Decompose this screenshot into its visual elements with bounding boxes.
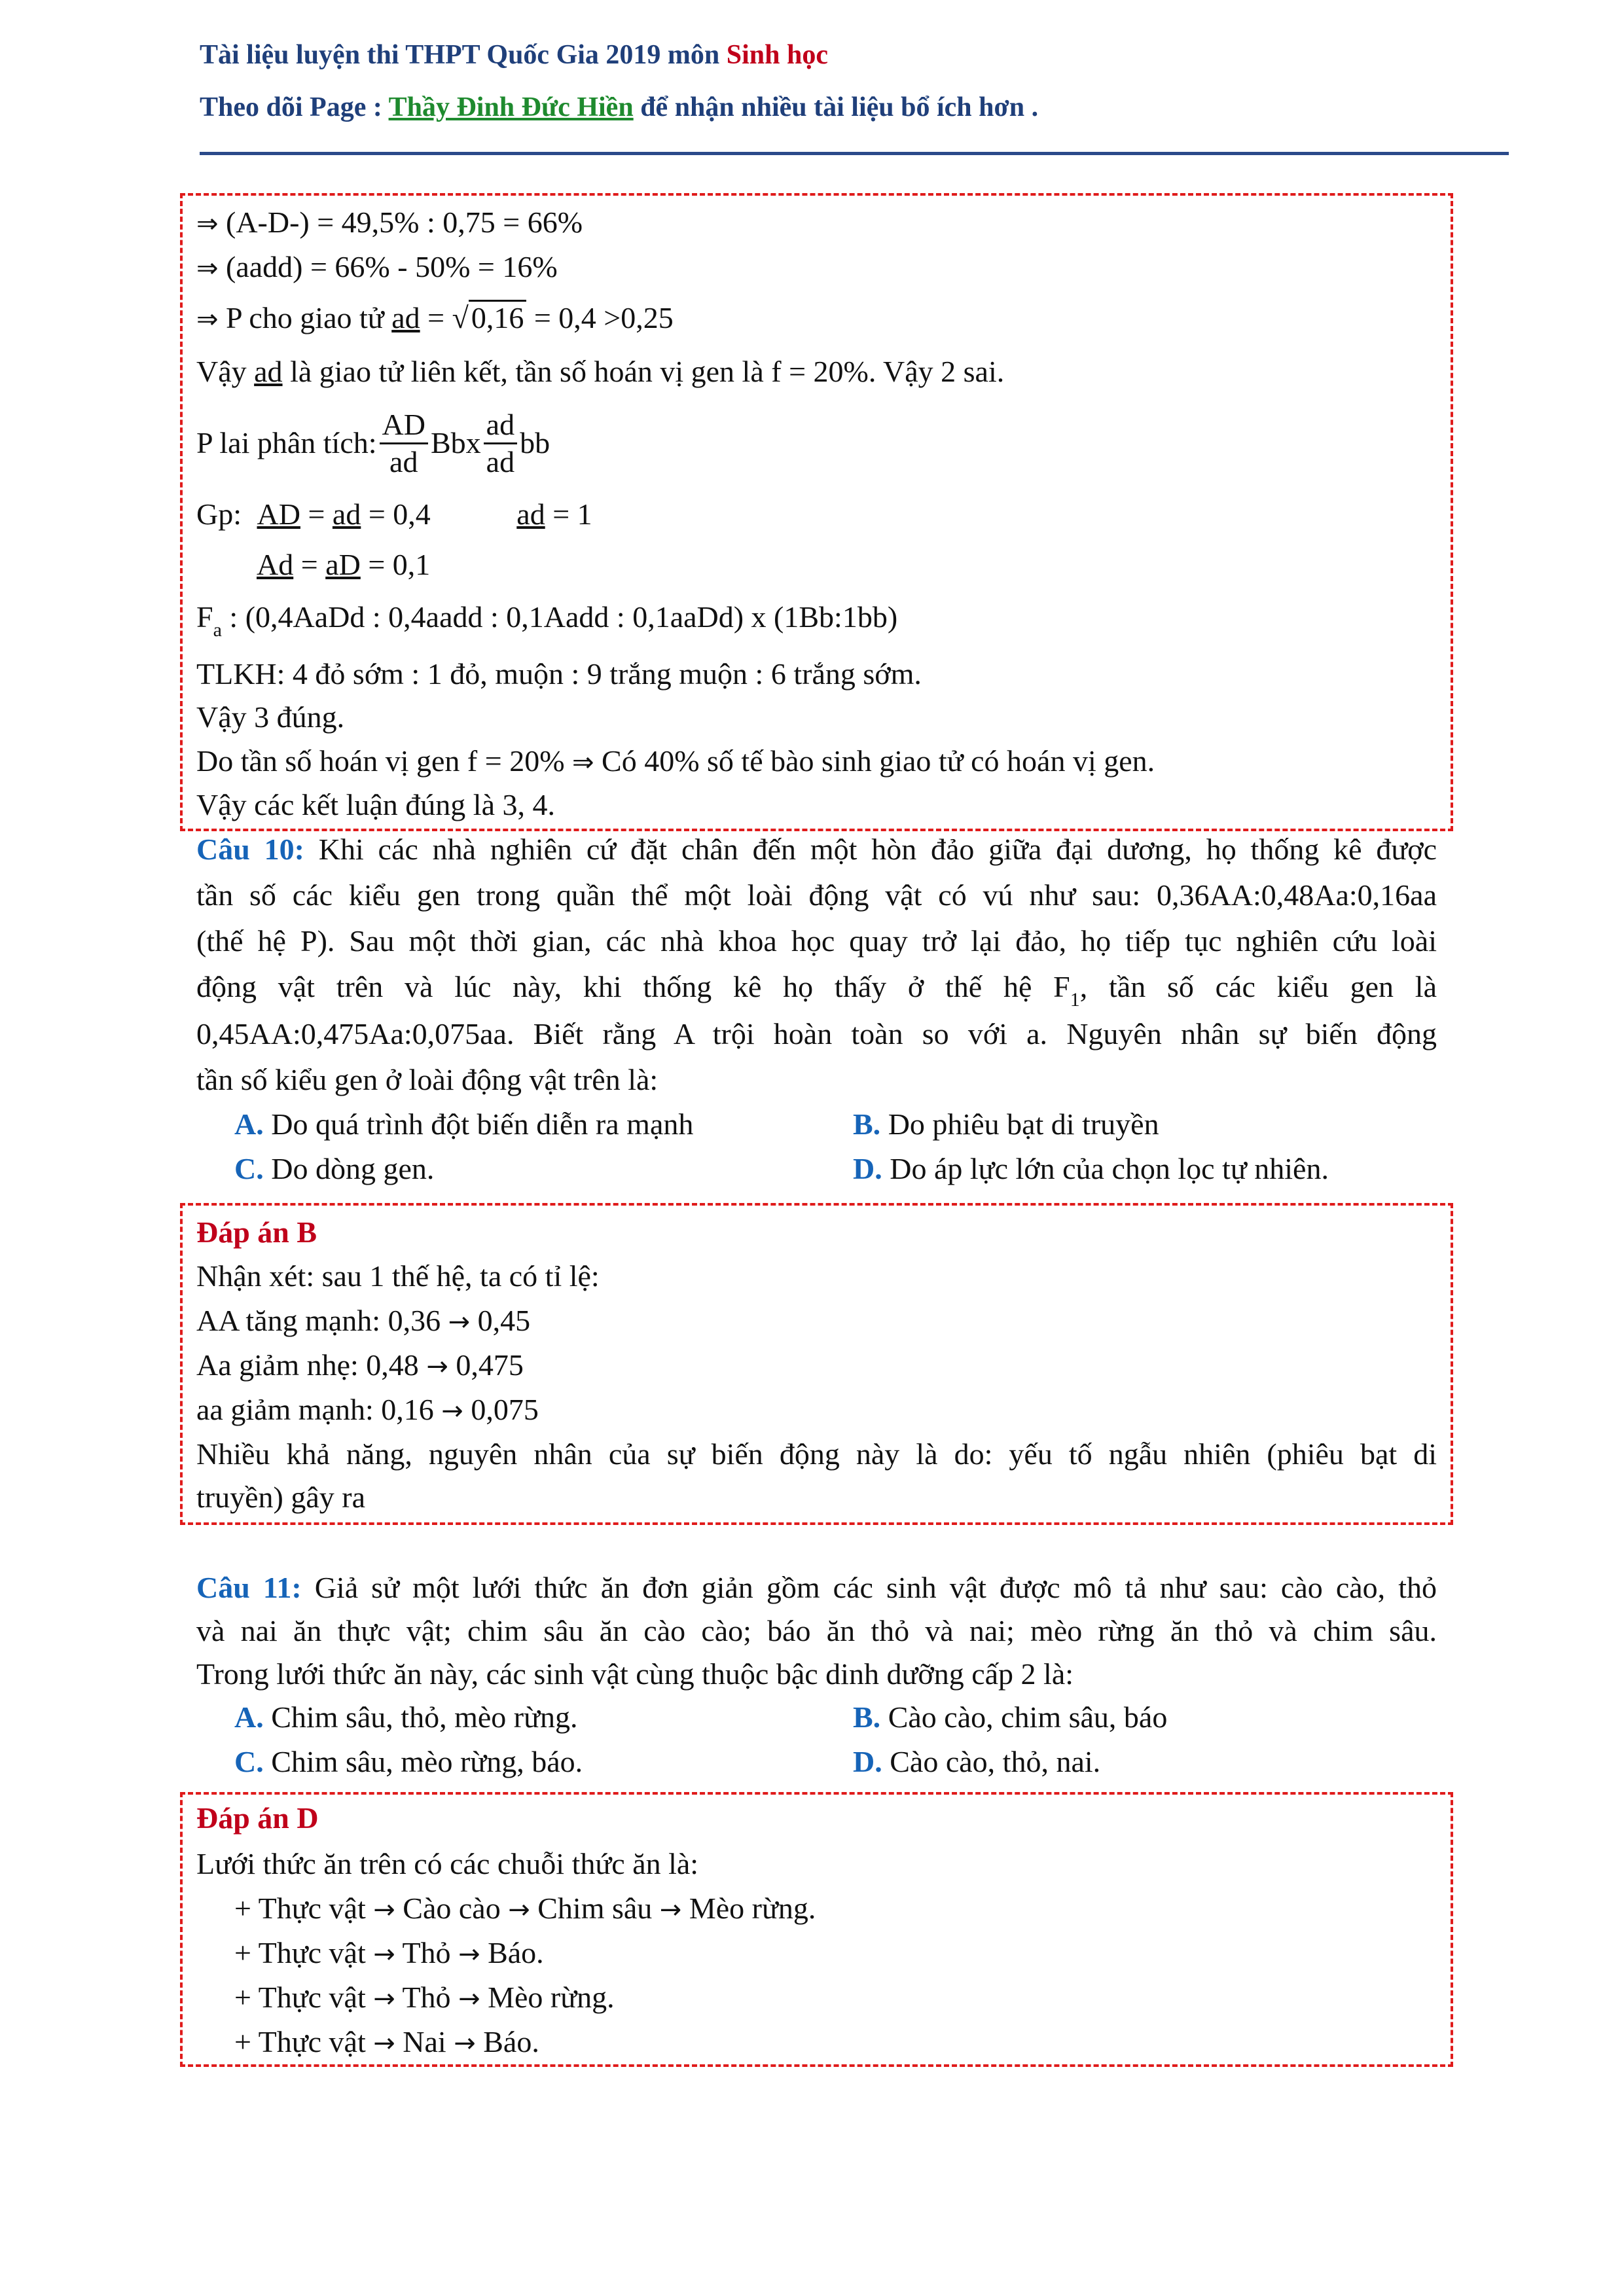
box1-text-2: (aadd) = 66% - 50% = 16%	[226, 250, 558, 283]
gamete-ad: ad	[254, 355, 283, 388]
q10-line-1	[196, 831, 1437, 868]
q11-option-c[interactable]	[234, 1744, 583, 1780]
header-page-link[interactable]: Thầy Đinh Đức Hiền	[388, 92, 634, 122]
option-letter: C.	[234, 1745, 264, 1778]
gamete-ad: ad	[516, 497, 545, 531]
q10-line-3: (thế hệ P). Sau một thời gian, các nhà khoa học quay trở lại đảo, họ tiếp tục nghiên cứu loài	[196, 924, 1437, 958]
chain-node: + Thực vật	[234, 2025, 366, 2058]
box2-value: 0,475	[456, 1348, 524, 1382]
fa-result: : (0,4AaDd : 0,4aadd : 0,1Aadd : 0,1aaDd) x (1Bb:1bb)	[229, 600, 898, 634]
chain-node: Mèo rừng.	[488, 1981, 615, 2014]
option-letter: A.	[234, 1700, 264, 1734]
q10-line-4	[196, 969, 1437, 1018]
q10-option-a[interactable]	[234, 1106, 693, 1143]
box2-text: AA tăng mạnh: 0,36	[196, 1304, 441, 1337]
arrow-right-icon: →	[373, 1939, 395, 1969]
header-line-2	[200, 92, 1038, 123]
option-text: Do dòng gen.	[271, 1152, 435, 1185]
box1-line-10: Vậy 3 đúng.	[196, 700, 345, 734]
header-follow-label: Theo dõi Page :	[200, 92, 382, 122]
chain-node: Báo.	[483, 2025, 539, 2058]
cross-end: bb	[520, 426, 550, 459]
implies-icon: ⇒	[196, 304, 219, 334]
box1-text-3-rest: = 0,4 >0,25	[533, 301, 674, 334]
question-label: Câu 10:	[196, 833, 304, 866]
option-text: Do phiêu bạt di truyền	[888, 1107, 1159, 1141]
option-letter: D.	[853, 1152, 882, 1185]
box3-line-1: Lưới thức ăn trên có các chuỗi thức ăn là:	[196, 1847, 699, 1880]
arrow-right-icon: →	[373, 1895, 395, 1925]
answer-title: Đáp án B	[196, 1215, 317, 1249]
header-line-1	[200, 39, 828, 71]
arrow-right-icon: →	[441, 1396, 463, 1426]
chain-node: Mèo rừng.	[689, 1892, 816, 1925]
chain-node: Báo.	[488, 1936, 544, 1969]
option-letter: B.	[853, 1700, 881, 1734]
q11-line-3: Trong lưới thức ăn này, các sinh vật cùng thuộc bậc dinh dưỡng cấp 2 là:	[196, 1657, 1074, 1691]
q11-line-2: và nai ăn thực vật; chim sâu ăn cào cào; báo ăn thỏ và nai; mèo rừng ăn thỏ và chim sâu.	[196, 1614, 1437, 1647]
chain-node: Chim sâu	[537, 1892, 653, 1925]
box1-text-3: P cho giao tử	[226, 301, 384, 334]
box1-line-3	[196, 300, 674, 338]
box2-line-3	[196, 1347, 524, 1385]
box2-text: aa giảm mạnh: 0,16	[196, 1393, 434, 1426]
f1-subscript: 1	[1070, 989, 1080, 1011]
fraction-AD-ad	[380, 407, 428, 480]
q11-option-b[interactable]	[853, 1699, 1167, 1736]
gamete-Ad: Ad	[257, 548, 294, 581]
box1-line-2	[196, 249, 558, 287]
sqrt-expression	[452, 300, 527, 336]
gp-value-2: = 1	[552, 497, 592, 531]
box2-line-6: truyền) gây ra	[196, 1480, 365, 1514]
fa-symbol: F	[196, 600, 213, 634]
box1-line-7: Ad = aD = 0,1	[257, 548, 431, 581]
q11-line-1	[196, 1570, 1437, 1606]
arrow-right-icon: →	[458, 1984, 480, 2014]
question-label: Câu 11:	[196, 1571, 302, 1604]
option-text: Do áp lực lớn của chọn lọc tự nhiên.	[890, 1152, 1329, 1185]
q10-line-2: tần số các kiểu gen trong quần thể một loài động vật có vú như sau: 0,36AA:0,48Aa:0,16aa	[196, 878, 1437, 912]
gamete-aD: aD	[325, 548, 361, 581]
equals-sign: =	[427, 301, 445, 334]
chain-node: Cào cào	[403, 1892, 501, 1925]
chain-node: + Thực vật	[234, 1892, 366, 1925]
box2-line-2	[196, 1302, 530, 1340]
box1-line-5	[196, 401, 550, 486]
food-chain-2	[234, 1935, 544, 1973]
frac-num: ad	[484, 407, 517, 444]
box1-text-4b: là giao tử liên kết, tần số hoán vị gen là f = 20%. Vậy 2 sai.	[290, 355, 1005, 388]
q10-option-d[interactable]	[853, 1151, 1329, 1187]
box2-line-4	[196, 1391, 539, 1429]
option-letter: A.	[234, 1107, 264, 1141]
chain-node: Nai	[403, 2025, 446, 2058]
arrow-right-icon: →	[659, 1895, 682, 1925]
arrow-right-icon: →	[373, 1984, 395, 2014]
q11-option-d[interactable]	[853, 1744, 1100, 1780]
box1-line-11	[196, 743, 1155, 781]
option-letter: B.	[853, 1107, 881, 1141]
arrow-right-icon: →	[426, 1352, 448, 1382]
q11-option-a[interactable]	[234, 1699, 578, 1736]
box1-line-1	[196, 204, 583, 242]
implies-icon: ⇒	[572, 747, 594, 778]
food-chain-4	[234, 2024, 539, 2062]
box1-line-9: TLKH: 4 đỏ sớm : 1 đỏ, muộn : 9 trắng muộn : 6 trắng sớm.	[196, 657, 922, 691]
q10-line-6: tần số kiểu gen ở loài động vật trên là:	[196, 1063, 659, 1096]
header-divider	[200, 152, 1509, 155]
food-chain-3	[234, 1979, 615, 2017]
header-subject: Sinh học	[726, 40, 828, 70]
box1-text-4a: Vậy	[196, 355, 247, 388]
gp-label: Gp:	[196, 497, 242, 531]
arrow-right-icon: →	[508, 1895, 530, 1925]
gamete-AD: AD	[257, 497, 300, 531]
frac-num: AD	[380, 407, 428, 444]
answer-title: Đáp án D	[196, 1801, 319, 1835]
option-text: Cào cào, thỏ, nai.	[890, 1745, 1101, 1778]
q10-option-b[interactable]	[853, 1106, 1159, 1143]
arrow-right-icon: →	[458, 1939, 480, 1969]
arrow-right-icon: →	[373, 2028, 395, 2058]
q10-text-4b: , tần số các kiểu gen là	[1079, 970, 1437, 1003]
frac-den: ad	[486, 444, 515, 478]
fa-subscript: a	[213, 619, 222, 641]
arrow-right-icon: →	[454, 2028, 476, 2058]
implies-icon: ⇒	[196, 253, 219, 283]
box2-value: 0,45	[477, 1304, 531, 1337]
box2-line-5: Nhiều khả năng, nguyên nhân của sự biến động này là do: yếu tố ngẫu nhiên (phiêu bạt di	[196, 1437, 1437, 1471]
sqrt-icon: √	[452, 301, 469, 334]
fraction-ad-ad	[484, 407, 517, 480]
box2-value: 0,075	[471, 1393, 539, 1426]
box1-line-4	[196, 353, 1004, 390]
box1-text-11b: Có 40% số tế bào sinh giao tử có hoán vị gen.	[602, 744, 1155, 778]
option-text: Chim sâu, thỏ, mèo rừng.	[271, 1700, 578, 1734]
option-letter: D.	[853, 1745, 882, 1778]
gamete-ad: ad	[391, 301, 420, 334]
gp-value-3: = 0,1	[368, 548, 431, 581]
option-letter: C.	[234, 1152, 264, 1185]
box2-line-1: Nhận xét: sau 1 thế hệ, ta có tỉ lệ:	[196, 1259, 600, 1293]
q11-text-1: Giả sử một lưới thức ăn đơn giản gồm các sinh vật được mô tả như sau: cào cào, thỏ	[314, 1571, 1437, 1604]
chain-node: Thỏ	[402, 1936, 451, 1969]
box1-line-12: Vậy các kết luận đúng là 3, 4.	[196, 788, 555, 821]
implies-icon: ⇒	[196, 209, 219, 239]
q10-text-4a: động vật trên và lúc này, khi thống kê họ thấy ở thế hệ	[196, 970, 1032, 1003]
box2-text: Aa giảm nhẹ: 0,48	[196, 1348, 419, 1382]
arrow-right-icon: →	[448, 1307, 471, 1337]
q10-line-5: 0,45AA:0,475Aa:0,075aa. Biết rằng A trội hoàn toàn so với a. Nguyên nhân sự biến động	[196, 1017, 1437, 1050]
header-follow-suffix: để nhận nhiều tài liệu bổ ích hơn .	[640, 92, 1039, 122]
frac-den: ad	[389, 444, 418, 478]
option-text: Do quá trình đột biến diễn ra mạnh	[271, 1107, 694, 1141]
chain-node: Thỏ	[402, 1981, 451, 2014]
f1-symbol: F	[1053, 970, 1070, 1003]
food-chain-1	[234, 1890, 816, 1928]
option-text: Chim sâu, mèo rừng, báo.	[271, 1745, 583, 1778]
gp-value: = 0,4	[368, 497, 431, 531]
header-title: Tài liệu luyện thi THPT Quốc Gia 2019 môn	[200, 40, 720, 70]
sqrt-radicand: 0,16	[469, 300, 527, 334]
chain-node: + Thực vật	[234, 1936, 366, 1969]
q10-option-c[interactable]	[234, 1151, 434, 1187]
box1-line-6: Gp: AD = ad = 0,4 ad = 1	[196, 497, 592, 531]
chain-node: + Thực vật	[234, 1981, 366, 2014]
q10-text-1: Khi các nhà nghiên cứ đặt chân đến một hòn đảo giữa đại dương, họ thống kê được	[318, 833, 1437, 866]
box1-text-11a: Do tần số hoán vị gen f = 20%	[196, 744, 565, 778]
box1-text-1: (A-D-) = 49,5% : 0,75 = 66%	[226, 206, 583, 239]
cross-mid: Bbx	[430, 426, 481, 459]
cross-label: P lai phân tích:	[196, 426, 377, 459]
option-text: Cào cào, chim sâu, báo	[888, 1700, 1168, 1734]
gamete-ad: ad	[332, 497, 361, 531]
box1-line-8	[196, 599, 897, 649]
